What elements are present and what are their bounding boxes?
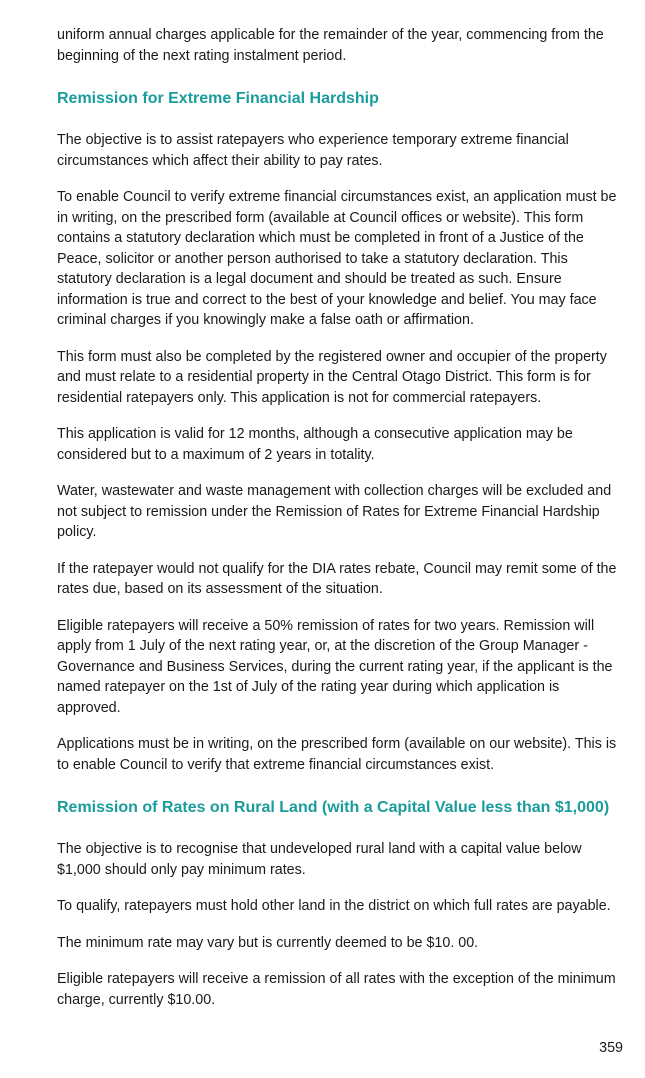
paragraph: This form must also be completed by the registered owner and occupier of the property and must relate to a residential property in the Central Otago District. This form is for residential ratepayers only. This application is not for commercial ratepayers. bbox=[57, 348, 607, 406]
page-number: 359 bbox=[599, 1040, 623, 1056]
paragraph: Eligible ratepayers will receive a 50% remission of rates for two years. Remission will apply from 1 July of the next rating year, or, at the discretion of the Group Manager - Governance and Business Services, during the current rating year, if the applicant is the named ratepayer on the 1st of July of the rating year during which application is approved. bbox=[57, 617, 613, 716]
heading-rural-land: Remission of Rates on Rural Land (with a Capital Value less than $1,000) bbox=[57, 799, 610, 816]
paragraph: Eligible ratepayers will receive a remission of all rates with the exception of the minimum charge, currently $10.00. bbox=[57, 971, 616, 1008]
paragraph-continuation: uniform annual charges applicable for the remainder of the year, commencing from the beginning of the next rating instalment period. bbox=[57, 27, 604, 64]
paragraph: To qualify, ratepayers must hold other land in the district on which full rates are payable. bbox=[57, 898, 611, 914]
paragraph: The objective is to assist ratepayers who experience temporary extreme financial circumstances which affect their ability to pay rates. bbox=[57, 132, 569, 169]
paragraph: This application is valid for 12 months, although a consecutive application may be considered but to a maximum of 2 years in totality. bbox=[57, 426, 573, 463]
paragraph: Applications must be in writing, on the prescribed form (available on our website). This is to enable Council to verify that extreme financial circumstances exist. bbox=[57, 736, 617, 773]
heading-extreme-financial-hardship: Remission for Extreme Financial Hardship bbox=[57, 90, 379, 107]
paragraph: To enable Council to verify extreme financial circumstances exist, an application must be in writing, on the prescribed form (available at Council offices or website). This form contains a statutory declaration which must be completed in front of a Justice of the Peace, solicitor or another person authorised to take a statutory declaration. This statutory declaration is a legal document and should be treated as such. Ensure information is true and correct to the best of your knowledge and belief. You may face criminal charges if you knowingly make a false oath or affirmation. bbox=[57, 189, 617, 328]
paragraph: Water, wastewater and waste management with collection charges will be excluded and not subject to remission under the Remission of Rates for Extreme Financial Hardship policy. bbox=[57, 483, 612, 540]
paragraph: The minimum rate may vary but is currently deemed to be $10. 00. bbox=[57, 934, 479, 951]
paragraph: The objective is to recognise that undeveloped rural land with a capital value below $1,000 should only pay minimum rates. bbox=[57, 841, 582, 878]
paragraph: If the ratepayer would not qualify for the DIA rates rebate, Council may remit some of the rates due, based on its assessment of the situation. bbox=[57, 560, 617, 597]
